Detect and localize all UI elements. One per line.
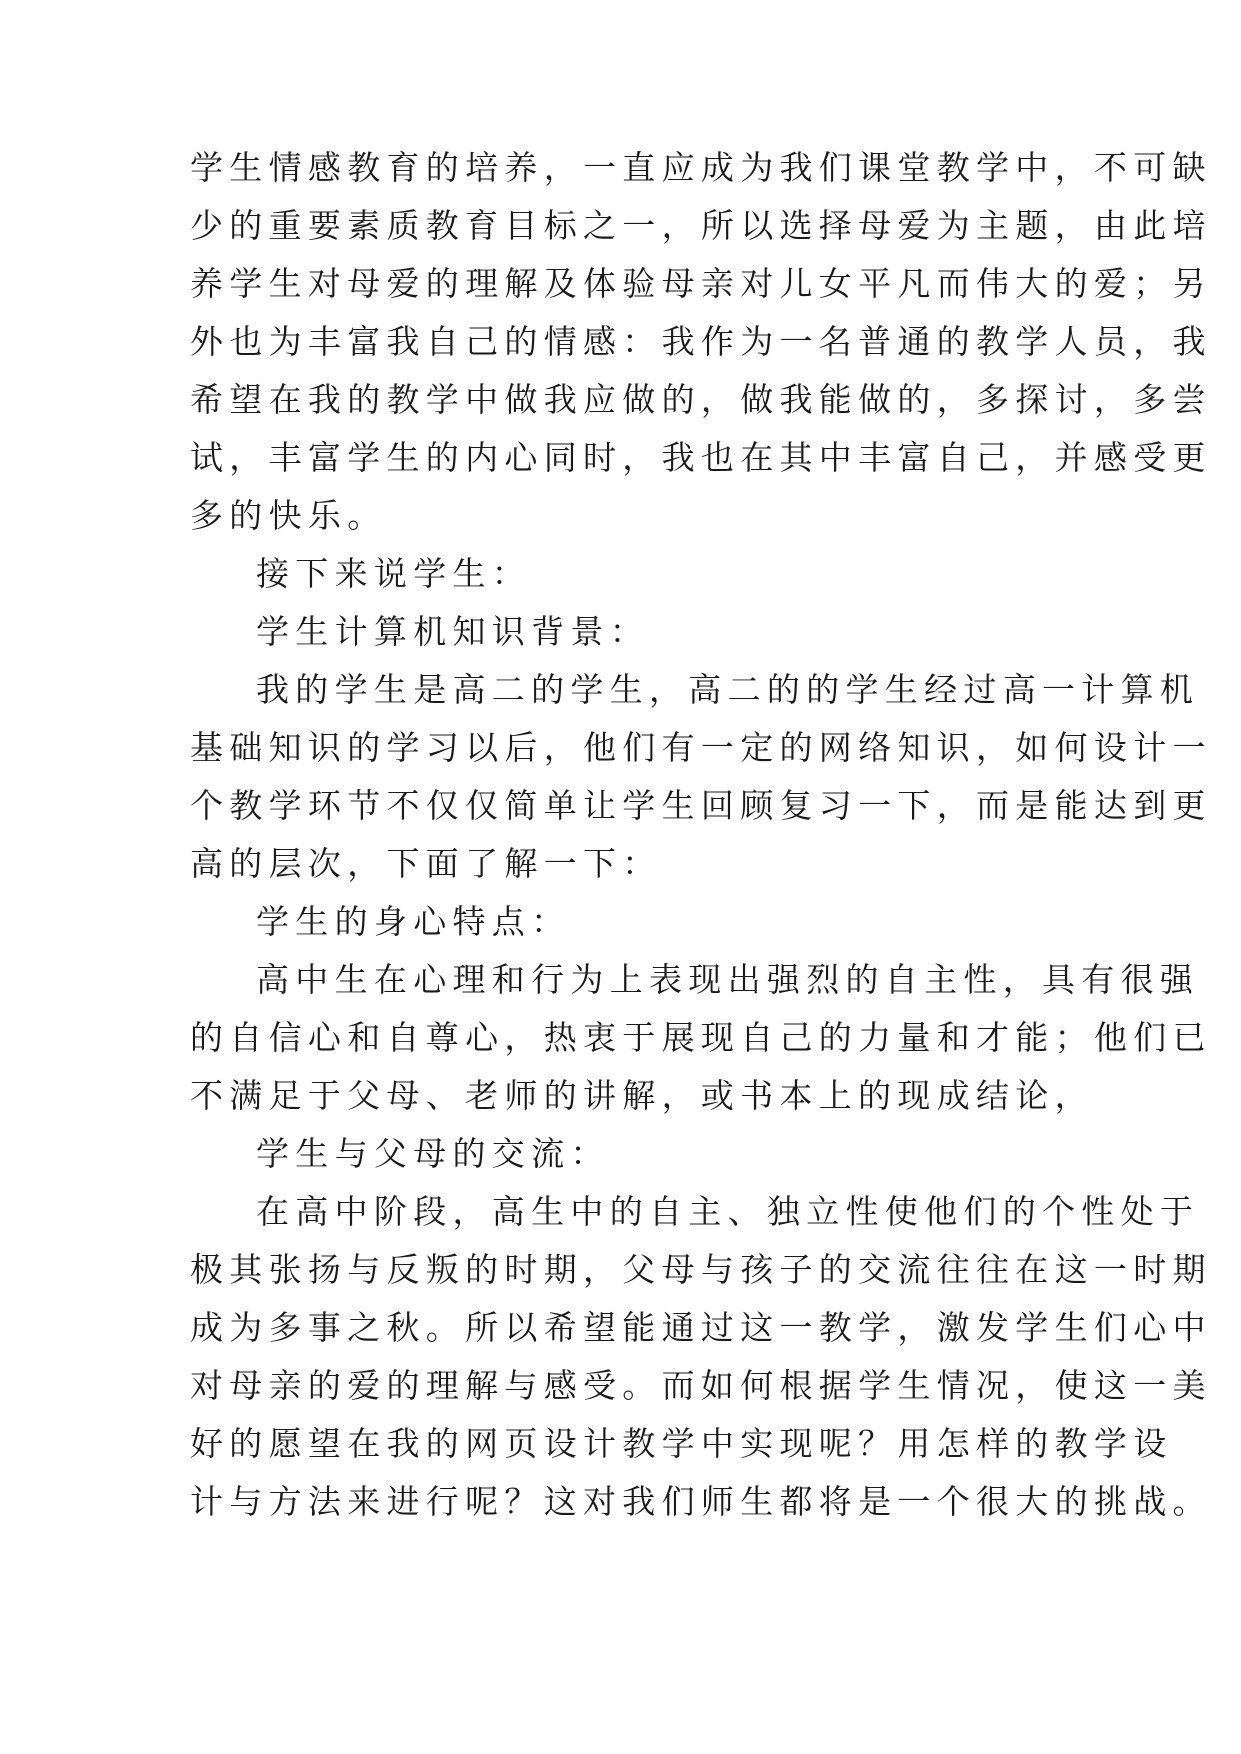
text-line: 计与方法来进行呢？这对我们师生都将是一个很大的挑战。: [190, 1482, 1212, 1521]
section-heading: 学生计算机知识背景：: [256, 612, 649, 651]
text-line: 养学生对母爱的理解及体验母亲对儿女平凡而伟大的爱；另: [190, 264, 1212, 303]
section-heading: 学生与父母的交流：: [256, 1134, 610, 1173]
text-line: 好的愿望在我的网页设计教学中实现呢？用怎样的教学设: [190, 1424, 1173, 1463]
text-line: 少的重要素质教育目标之一，所以选择母爱为主题，由此培: [190, 206, 1212, 245]
section-heading: 学生的身心特点：: [256, 902, 571, 941]
text-line: 高中生在心理和行为上表现出强烈的自主性，具有很强: [256, 960, 1200, 999]
text-line: 多的快乐。: [190, 496, 387, 535]
section-heading: 接下来说学生：: [256, 554, 532, 593]
text-line: 不满足于父母、老师的讲解，或书本上的现成结论，: [190, 1076, 1094, 1115]
text-line: 试，丰富学生的内心同时，我也在其中丰富自己，并感受更: [190, 438, 1212, 477]
text-line: 个教学环节不仅仅简单让学生回顾复习一下，而是能达到更: [190, 786, 1212, 825]
text-line: 高的层次，下面了解一下：: [190, 844, 662, 883]
text-line: 的自信心和自尊心，热衷于展现自己的力量和才能；他们已: [190, 1018, 1212, 1057]
text-line: 我的学生是高二的学生，高二的的学生经过高一计算机: [256, 670, 1200, 709]
text-line: 极其张扬与反叛的时期，父母与孩子的交流往往在这一时期: [190, 1250, 1212, 1289]
text-line: 成为多事之秋。所以希望能通过这一教学，激发学生们心中: [190, 1308, 1212, 1347]
text-line: 希望在我的教学中做我应做的，做我能做的，多探讨，多尝: [190, 380, 1212, 419]
text-line: 基础知识的学习以后，他们有一定的网络知识，如何设计一: [190, 728, 1212, 767]
text-line: 在高中阶段，高生中的自主、独立性使他们的个性处于: [256, 1192, 1200, 1231]
text-line: 对母亲的爱的理解与感受。而如何根据学生情况，使这一美: [190, 1366, 1212, 1405]
text-line: 学生情感教育的培养，一直应成为我们课堂教学中，不可缺: [190, 148, 1212, 187]
text-line: 外也为丰富我自己的情感：我作为一名普通的教学人员，我: [190, 322, 1212, 361]
document-page: [190, 0, 1212, 1754]
